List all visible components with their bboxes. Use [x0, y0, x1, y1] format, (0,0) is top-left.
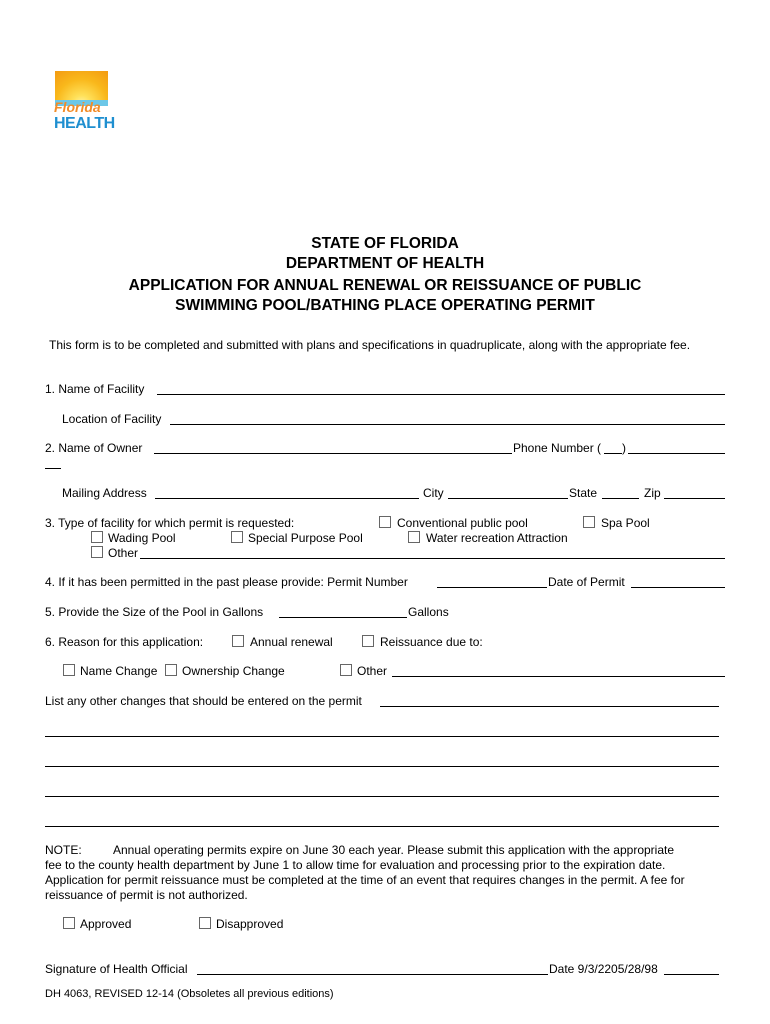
- mailing-address-field[interactable]: [155, 498, 419, 499]
- checkbox-spa-pool[interactable]: [583, 516, 595, 528]
- other-changes-line-3[interactable]: [45, 766, 719, 767]
- state-label: State: [569, 486, 598, 500]
- checkbox-ownership-change[interactable]: [165, 664, 177, 676]
- gallons-label: Gallons: [408, 605, 449, 619]
- name-change-label: Name Change: [80, 664, 158, 678]
- other-changes-label: List any other changes that should be entered on the permit: [45, 694, 362, 708]
- facility-type-label: 3. Type of facility for which permit is requested:: [45, 516, 295, 530]
- owner-name-field[interactable]: [154, 453, 512, 454]
- other-changes-line-5[interactable]: [45, 826, 719, 827]
- facility-name-label: 1. Name of Facility: [45, 382, 145, 396]
- note-line-2: fee to the county health department by June 1 to allow time for evaluation and processing prior to the expiration date.: [45, 858, 666, 872]
- checkbox-annual-renewal[interactable]: [232, 635, 244, 647]
- annual-renewal-label: Annual renewal: [250, 635, 333, 649]
- checkbox-special-purpose-pool[interactable]: [231, 531, 243, 543]
- pool-size-label: 5. Provide the Size of the Pool in Gallons: [45, 605, 264, 619]
- zip-label: Zip: [644, 486, 661, 500]
- mailing-address-label: Mailing Address: [62, 486, 147, 500]
- phone-label: Phone Number (: [513, 441, 602, 455]
- permit-number-label: 4. If it has been permitted in the past please provide: Permit Number: [45, 575, 408, 589]
- logo-health-text: HEALTH: [54, 115, 115, 132]
- disapproved-label: Disapproved: [216, 917, 284, 931]
- other-changes-line-4[interactable]: [45, 796, 719, 797]
- conventional-pool-label: Conventional public pool: [397, 516, 528, 530]
- note-line-1: Annual operating permits expire on June 30 each year. Please submit this application with the appropriate: [113, 843, 675, 857]
- facility-location-label: Location of Facility: [62, 412, 162, 426]
- facility-name-field[interactable]: [157, 394, 725, 395]
- other-changes-field[interactable]: [380, 706, 719, 707]
- phone-area-code-field[interactable]: [604, 453, 622, 454]
- approved-label: Approved: [80, 917, 132, 931]
- other-facility-label: Other: [108, 546, 139, 560]
- note-line-4: reissuance of permit is not authorized.: [45, 888, 248, 902]
- checkbox-reissuance[interactable]: [362, 635, 374, 647]
- checkbox-name-change[interactable]: [63, 664, 75, 676]
- facility-location-field[interactable]: [170, 424, 725, 425]
- checkbox-disapproved[interactable]: [199, 917, 211, 929]
- ownership-change-label: Ownership Change: [182, 664, 285, 678]
- signature-label: Signature of Health Official: [45, 962, 188, 976]
- checkbox-wading-pool[interactable]: [91, 531, 103, 543]
- other-reason-label: Other: [357, 664, 388, 678]
- checkbox-other-reason[interactable]: [340, 664, 352, 676]
- signature-field[interactable]: [197, 974, 548, 975]
- title-line-3: APPLICATION FOR ANNUAL RENEWAL OR REISSUANCE OF PUBLIC: [128, 277, 642, 294]
- phone-number-field[interactable]: [628, 453, 725, 454]
- zip-field[interactable]: [664, 498, 725, 499]
- checkbox-water-recreation[interactable]: [408, 531, 420, 543]
- logo-florida-text: Florida: [54, 99, 101, 115]
- water-recreation-label: Water recreation Attraction: [426, 531, 568, 545]
- wading-pool-label: Wading Pool: [108, 531, 176, 545]
- other-changes-line-2[interactable]: [45, 736, 719, 737]
- owner-name-label: 2. Name of Owner: [45, 441, 143, 455]
- phone-number-field-wrap[interactable]: [45, 468, 61, 469]
- checkbox-conventional-pool[interactable]: [379, 516, 391, 528]
- city-field[interactable]: [448, 498, 568, 499]
- reissuance-label: Reissuance due to:: [380, 635, 483, 649]
- signature-date-label: Date 9/3/2205/28/98: [549, 962, 658, 976]
- checkbox-approved[interactable]: [63, 917, 75, 929]
- note-label: NOTE:: [45, 843, 82, 857]
- pool-size-field[interactable]: [279, 617, 407, 618]
- form-footer: DH 4063, REVISED 12-14 (Obsoletes all previous editions): [45, 988, 334, 1000]
- state-field[interactable]: [602, 498, 639, 499]
- other-reason-field[interactable]: [392, 676, 725, 677]
- checkbox-other-facility[interactable]: [91, 546, 103, 558]
- intro-text: This form is to be completed and submitted with plans and specifications in quadruplicate, along with the appropriate fee.: [49, 338, 691, 352]
- city-label: City: [423, 486, 444, 500]
- permit-number-field[interactable]: [437, 587, 547, 588]
- permit-date-label: Date of Permit: [548, 575, 625, 589]
- note-line-3: Application for permit reissuance must be completed at the time of an event that requires changes in the permit. A fee for: [45, 873, 685, 887]
- special-purpose-pool-label: Special Purpose Pool: [248, 531, 363, 545]
- title-line-4: SWIMMING POOL/BATHING PLACE OPERATING PERMIT: [175, 297, 595, 314]
- signature-date-field[interactable]: [664, 974, 719, 975]
- title-line-1: STATE OF FLORIDA: [311, 235, 459, 252]
- spa-pool-label: Spa Pool: [601, 516, 650, 530]
- reason-label: 6. Reason for this application:: [45, 635, 204, 649]
- permit-date-field[interactable]: [631, 587, 725, 588]
- title-line-2: DEPARTMENT OF HEALTH: [285, 255, 485, 272]
- phone-close-paren: ): [622, 441, 626, 455]
- other-facility-field[interactable]: [140, 558, 725, 559]
